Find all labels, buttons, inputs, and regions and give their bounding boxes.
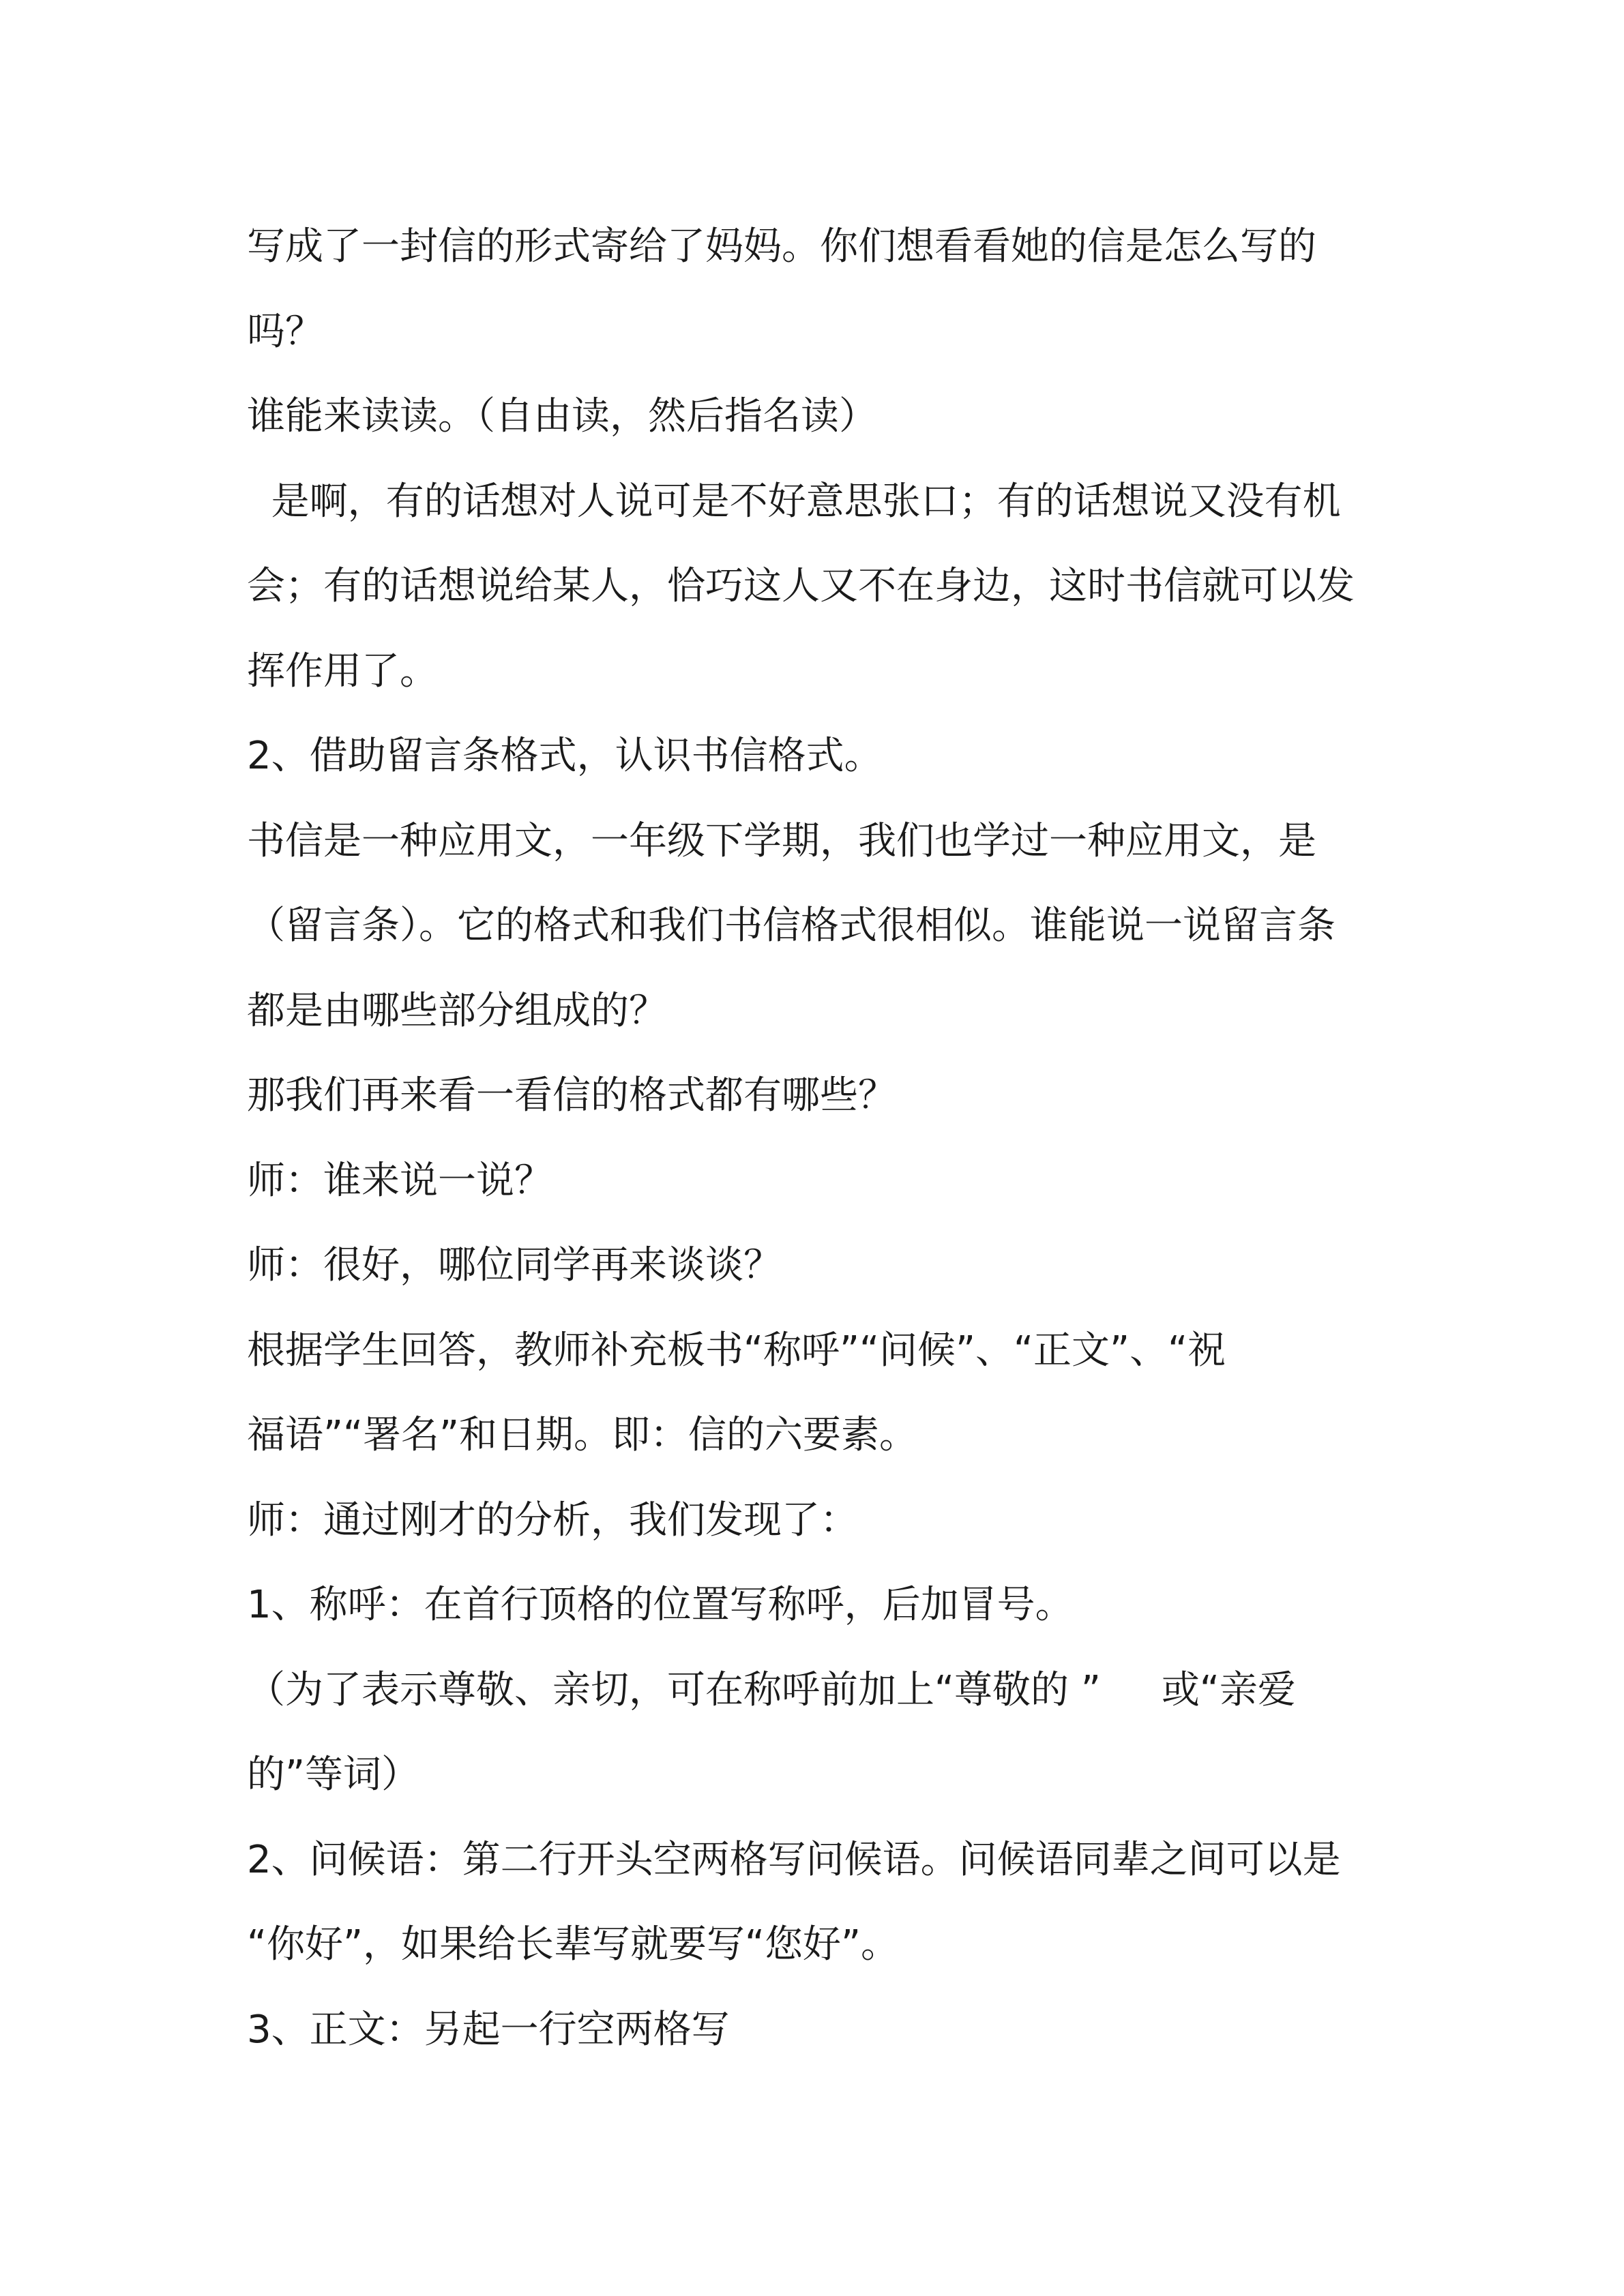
text-line: 的”等词） [247, 1753, 420, 1797]
list-item: 2、问候语：第二行开头空两格写问候语。问候语同辈之间可以是 [247, 1837, 1341, 1882]
document-body [247, 205, 1420, 2072]
list-item: 1、称呼：在首行顶格的位置写称呼，后加冒号。 [247, 1583, 1074, 1627]
text-line: 是啊，有的话想对人说可是不好意思张口；有的话想说又没有机 [247, 479, 1341, 524]
text-line: 谁能来读读。（自由读，然后指名读） [247, 394, 877, 438]
dialogue-line: 师：谁来说一说？ [247, 1158, 552, 1203]
text-line: 挥作用了。 [247, 648, 438, 694]
dialogue-line: 师：通过刚才的分析，我们发现了： [247, 1497, 858, 1542]
text-line: 会；有的话想说给某人，恰巧这人又不在身边，这时书信就可以发 [247, 564, 1355, 608]
text-line: 都是由哪些部分组成的？ [247, 988, 667, 1033]
text-line: 根据学生回答，教师补充板书“称呼”“问候”、“正文”、“祝 [247, 1328, 1226, 1373]
dialogue-line: 师：很好，哪位同学再来谈谈？ [247, 1243, 782, 1287]
section-heading: 2、借助留言条格式，认识书信格式。 [247, 734, 883, 778]
text-line: 写成了一封信的形式寄给了妈妈。你们想看看她的信是怎么写的 [247, 224, 1316, 269]
text-line: 那我们再来看一看信的格式都有哪些？ [247, 1073, 896, 1118]
list-item: 3、正文：另起一行空两格写 [247, 2007, 730, 2052]
text-line: 吗？ [247, 309, 323, 354]
text-line: （留言条）。它的格式和我们书信格式很相似。谁能说一说留言条 [247, 904, 1335, 948]
text-line: 福语”“署名”和日期。即：信的六要素。 [247, 1413, 918, 1457]
text-line: （为了表示尊敬、亲切，可在称呼前加上“尊敬的 ” 或“亲爱 [247, 1667, 1296, 1712]
text-line: 书信是一种应用文，一年级下学期，我们也学过一种应用文，是 [247, 818, 1316, 863]
text-line: “你好”，如果给长辈写就要写“您好”。 [247, 1922, 900, 1967]
